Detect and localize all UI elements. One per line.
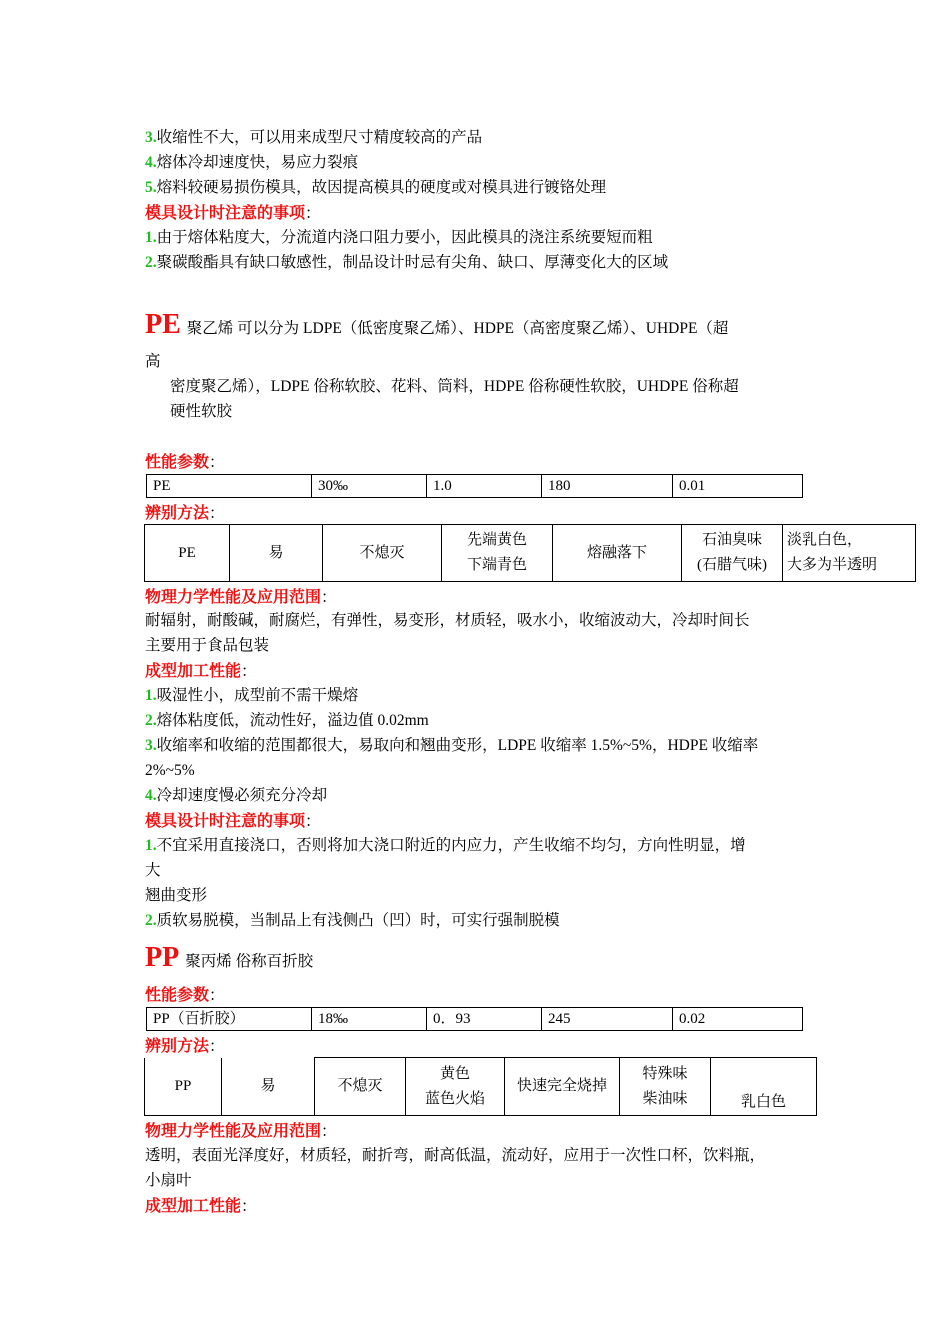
pe-phys-heading: 物理力学性能及应用范围：	[145, 587, 337, 606]
pp-code: PP	[145, 942, 180, 973]
pe-proc-item-3-cont: 2%~5%	[145, 762, 195, 779]
pe-ident-heading: 辨别方法：	[145, 503, 225, 522]
pp-param-table	[146, 1007, 803, 1031]
param-shrinkage: 30‰	[312, 475, 427, 498]
table-row	[145, 1058, 817, 1116]
pe-ident-table	[144, 524, 916, 582]
param-shrinkage: 18‰	[312, 1008, 427, 1031]
pe-mold-item-1-line-2: 大	[145, 862, 161, 879]
ident-smell: 石油臭味 (石腊气味)	[682, 525, 783, 582]
param-density: 1.0	[427, 475, 542, 498]
param-material: PP（百折胶）	[147, 1008, 312, 1031]
pe-mold-heading: 模具设计时注意的事项：	[145, 811, 321, 830]
pe-desc-line-2: 高	[145, 353, 161, 370]
table-row	[147, 475, 803, 498]
ident-melt: 熔融落下	[553, 525, 682, 582]
pe-title: PE 聚乙烯 可以分为 LDPE（低密度聚乙烯）、HDPE（高密度聚乙烯）、UHDPE（超	[145, 309, 729, 340]
ident-smell: 特殊味 柴油味	[620, 1058, 711, 1116]
pp-phys-line-2: 小扇叶	[145, 1172, 192, 1189]
pe-mold-item-2: 2.质软易脱模，当制品上有浅侧凸（凹）时，可实行强制脱模	[145, 912, 560, 929]
param-temperature: 245	[542, 1008, 673, 1031]
ident-flame: 黄色 蓝色火焰	[406, 1058, 505, 1116]
intro-mold-item-2: 2.聚碳酸酯具有缺口敏感性，制品设计时忌有尖角、缺口、厚薄变化大的区域	[145, 254, 669, 271]
pp-param-heading: 性能参数：	[145, 985, 225, 1004]
pp-phys-line-1: 透明，表面光泽度好，材质轻，耐折弯，耐高低温，流动好，应用于一次性口杯，饮料瓶，	[145, 1147, 766, 1164]
pe-phys-line-1: 耐辐射，耐酸碱，耐腐烂，有弹性，易变形，材质轻，吸水小，收缩波动大，冷却时间长	[145, 612, 750, 629]
ident-ignite: 易	[222, 1058, 315, 1116]
ident-name: PP	[145, 1058, 222, 1116]
param-temperature: 180	[542, 475, 673, 498]
intro-item-5: 5.熔料较硬易损伤模具，故因提高模具的硬度或对模具进行镀铬处理	[145, 179, 607, 196]
intro-item-4: 4.熔体冷却速度快，易应力裂痕	[145, 154, 359, 171]
ident-ignite: 易	[230, 525, 323, 582]
ident-extinguish: 不熄灭	[315, 1058, 406, 1116]
pe-code: PE	[145, 309, 181, 340]
param-density: 0．93	[427, 1008, 542, 1031]
intro-mold-item-1: 1.由于熔体粘度大，分流道内浇口阻力要小，因此模具的浇注系统要短而粗	[145, 229, 653, 246]
pe-proc-item-1: 1.吸湿性小，成型前不需干燥熔	[145, 687, 359, 704]
pe-proc-item-3: 3.收缩率和收缩的范围都很大，易取向和翘曲变形，LDPE 收缩率 1.5%~5%，HDPE 收缩率	[145, 737, 759, 754]
intro-mold-heading: 模具设计时注意的事项：	[145, 203, 321, 222]
param-value: 0.02	[673, 1008, 803, 1031]
pe-proc-item-4: 4.冷却速度慢必须充分冷却	[145, 787, 328, 804]
ident-flame: 先端黄色 下端青色	[442, 525, 553, 582]
pe-mold-item-1: 1.不宜采用直接浇口，否则将加大浇口附近的内应力，产生收缩不均匀，方向性明显，增	[145, 837, 746, 854]
pp-phys-heading: 物理力学性能及应用范围：	[145, 1121, 337, 1140]
pe-param-heading: 性能参数：	[145, 452, 225, 471]
pe-phys-line-2: 主要用于食品包装	[145, 637, 270, 654]
ident-color: 淡乳白色， 大多为半透明	[783, 525, 916, 582]
pp-ident-table	[144, 1057, 817, 1116]
pp-ident-heading: 辨别方法：	[145, 1036, 225, 1055]
table-row	[145, 525, 916, 582]
pe-desc-line-4: 硬性软胶	[170, 403, 233, 420]
pe-proc-heading: 成型加工性能：	[145, 661, 257, 680]
table-row	[147, 1008, 803, 1031]
pp-title: PP 聚丙烯 俗称百折胶	[145, 942, 314, 973]
pe-param-table	[146, 474, 803, 498]
param-material: PE	[147, 475, 312, 498]
ident-color: 乳白色	[711, 1058, 817, 1116]
param-value: 0.01	[673, 475, 803, 498]
pp-proc-heading: 成型加工性能：	[145, 1196, 257, 1215]
ident-extinguish: 不熄灭	[323, 525, 442, 582]
pe-proc-item-2: 2.熔体粘度低，流动性好，溢边值 0.02mm	[145, 712, 429, 729]
intro-item-3: 3.收缩性不大，可以用来成型尺寸精度较高的产品	[145, 129, 483, 146]
pe-desc-line-3: 密度聚乙烯），LDPE 俗称软胶、花料、筒料，HDPE 俗称硬性软胶，UHDPE 俗称超	[170, 378, 739, 395]
ident-melt: 快速完全烧掉	[505, 1058, 620, 1116]
pe-mold-item-1-line-3: 翘曲变形	[145, 887, 208, 904]
ident-name: PE	[145, 525, 230, 582]
